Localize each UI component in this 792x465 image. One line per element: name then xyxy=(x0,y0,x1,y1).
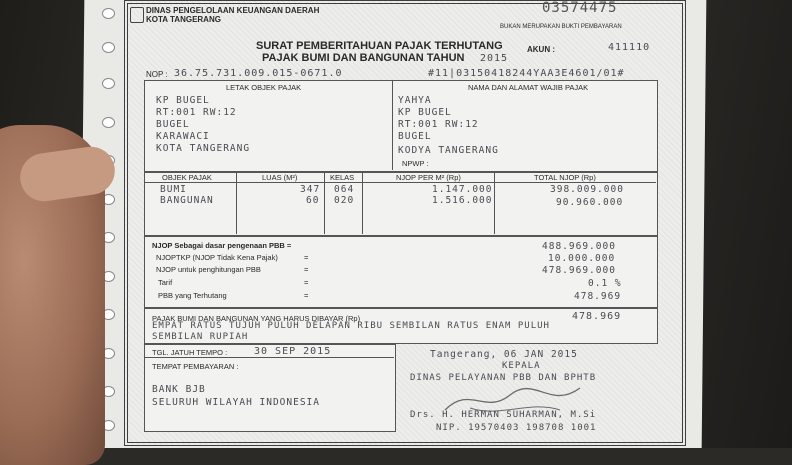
address-divider xyxy=(392,80,393,170)
table-col-divider xyxy=(236,172,237,234)
hole-icon xyxy=(102,8,115,19)
table-cell: BUMI xyxy=(160,184,187,195)
table-cell: 064 xyxy=(334,184,355,195)
dasar-value: 488.969.000 xyxy=(542,241,616,252)
document-subtitle: PAJAK BUMI DAN BANGUNAN TAHUN xyxy=(262,52,465,64)
terhutang-value: 478.969 xyxy=(574,291,622,302)
table-header-rule xyxy=(144,182,656,183)
signatory-title2: DINAS PELAYANAN PBB DAN BPHTB xyxy=(410,373,597,383)
document-title: SURAT PEMBERITAHUAN PAJAK TERHUTANG xyxy=(256,40,503,52)
not-payment-proof-note: BUKAN MERUPAKAN BUKTI PEMBAYARAN xyxy=(500,24,622,30)
signatory-nip: NIP. 19570403 198708 1001 xyxy=(436,423,597,433)
agency-line2: KOTA TANGERANG xyxy=(146,15,221,24)
due-rule xyxy=(144,357,394,358)
nop-value: 36.75.731.009.015-0671.0 xyxy=(174,68,343,79)
table-cell: 347 xyxy=(300,184,321,195)
col-header-kelas: KELAS xyxy=(330,173,355,182)
col-header-objek: OBJEK PAJAK xyxy=(162,173,212,182)
taxpayer-header: NAMA DAN ALAMAT WAJIB PAJAK xyxy=(468,83,589,92)
location-line: KARAWACI xyxy=(156,131,210,142)
agency-line1: DINAS PENGELOLAAN KEUANGAN DAERAH xyxy=(146,6,320,15)
table-cell: 60 xyxy=(306,195,320,206)
location-line: KOTA TANGERANG xyxy=(156,143,251,154)
eq-sign: = xyxy=(304,291,309,300)
location-line: RT:001 RW:12 xyxy=(156,107,237,118)
hole-icon xyxy=(102,117,115,128)
table-cell: 90.960.000 xyxy=(556,197,624,208)
taxpayer-line: KP BUGEL xyxy=(398,107,452,118)
place-date: Tangerang, 06 JAN 2015 xyxy=(430,349,578,360)
due-value: 30 SEP 2015 xyxy=(254,346,332,357)
government-emblem-icon xyxy=(130,7,144,23)
place-label: TEMPAT PEMBAYARAN : xyxy=(152,362,239,371)
taxpayer-line: RT:001 RW:12 xyxy=(398,119,479,130)
njoptkp-value: 10.000.000 xyxy=(548,253,616,264)
signatory-title1: KEPALA xyxy=(502,361,541,371)
dasar-label: NJOP Sebagai dasar pengenaan PBB = xyxy=(152,241,292,250)
serial-number: 03574475 xyxy=(542,0,618,16)
table-col-divider xyxy=(324,172,325,234)
table-col-divider xyxy=(362,172,363,234)
nop-barcode-text: #11|03150418244YAA3E4601/01# xyxy=(428,68,625,79)
location-header: LETAK OBJEK PAJAK xyxy=(226,83,302,92)
payment-value: 478.969 xyxy=(572,311,622,322)
taxpayer-line: YAHYA xyxy=(398,95,432,106)
location-line: KP BUGEL xyxy=(156,95,210,106)
due-label: TGL. JATUH TEMPO : xyxy=(152,348,228,357)
location-line: BUGEL xyxy=(156,119,190,130)
place-line: SELURUH WILAYAH INDONESIA xyxy=(152,397,320,408)
payment-label: PAJAK BUMI DAN BANGUNAN YANG HARUS DIBAYAR (Rp) xyxy=(152,314,361,323)
table-col-divider xyxy=(494,172,495,234)
table-cell: 398.009.000 xyxy=(550,184,624,195)
taxpayer-line: KODYA TANGERANG xyxy=(398,145,499,156)
tax-year: 2015 xyxy=(480,53,509,64)
nop-label: NOP : xyxy=(146,70,168,79)
eq-sign: = xyxy=(304,265,309,274)
eq-sign: = xyxy=(304,253,309,262)
taxpayer-line: BUGEL xyxy=(398,131,432,142)
col-header-luas: LUAS (M²) xyxy=(262,173,298,182)
signatory-name: Drs. H. HERMAN SUHARMAN, M.Si xyxy=(410,410,597,420)
akun-label: AKUN : xyxy=(527,45,555,54)
table-cell: 1.147.000 xyxy=(432,184,493,195)
col-header-total: TOTAL NJOP (Rp) xyxy=(534,173,596,182)
njoptkp-label: NJOPTKP (NJOP Tidak Kena Pajak) xyxy=(156,253,278,262)
table-cell: 1.516.000 xyxy=(432,195,493,206)
col-header-njop: NJOP PER M² (Rp) xyxy=(396,173,461,182)
table-cell: 020 xyxy=(334,195,355,206)
tarif-value: 0.1 % xyxy=(588,278,622,289)
payment-words-line1: EMPAT RATUS TUJUH PULUH DELAPAN RIBU SEMBILAN RATUS ENAM PULUH xyxy=(152,321,550,331)
tarif-label: Tarif xyxy=(158,278,173,287)
akun-value: 411110 xyxy=(608,42,651,53)
hole-icon xyxy=(102,78,115,89)
hole-icon xyxy=(102,42,115,53)
npwp-label: NPWP : xyxy=(402,159,429,168)
eq-sign: = xyxy=(304,278,309,287)
place-line: BANK BJB xyxy=(152,384,206,395)
njop-hitung-label: NJOP untuk penghitungan PBB xyxy=(156,265,261,274)
table-cell: BANGUNAN xyxy=(160,195,214,206)
payment-words-line2: SEMBILAN RUPIAH xyxy=(152,332,249,342)
njop-hitung-value: 478.969.000 xyxy=(542,265,616,276)
terhutang-label: PBB yang Terhutang xyxy=(158,291,227,300)
